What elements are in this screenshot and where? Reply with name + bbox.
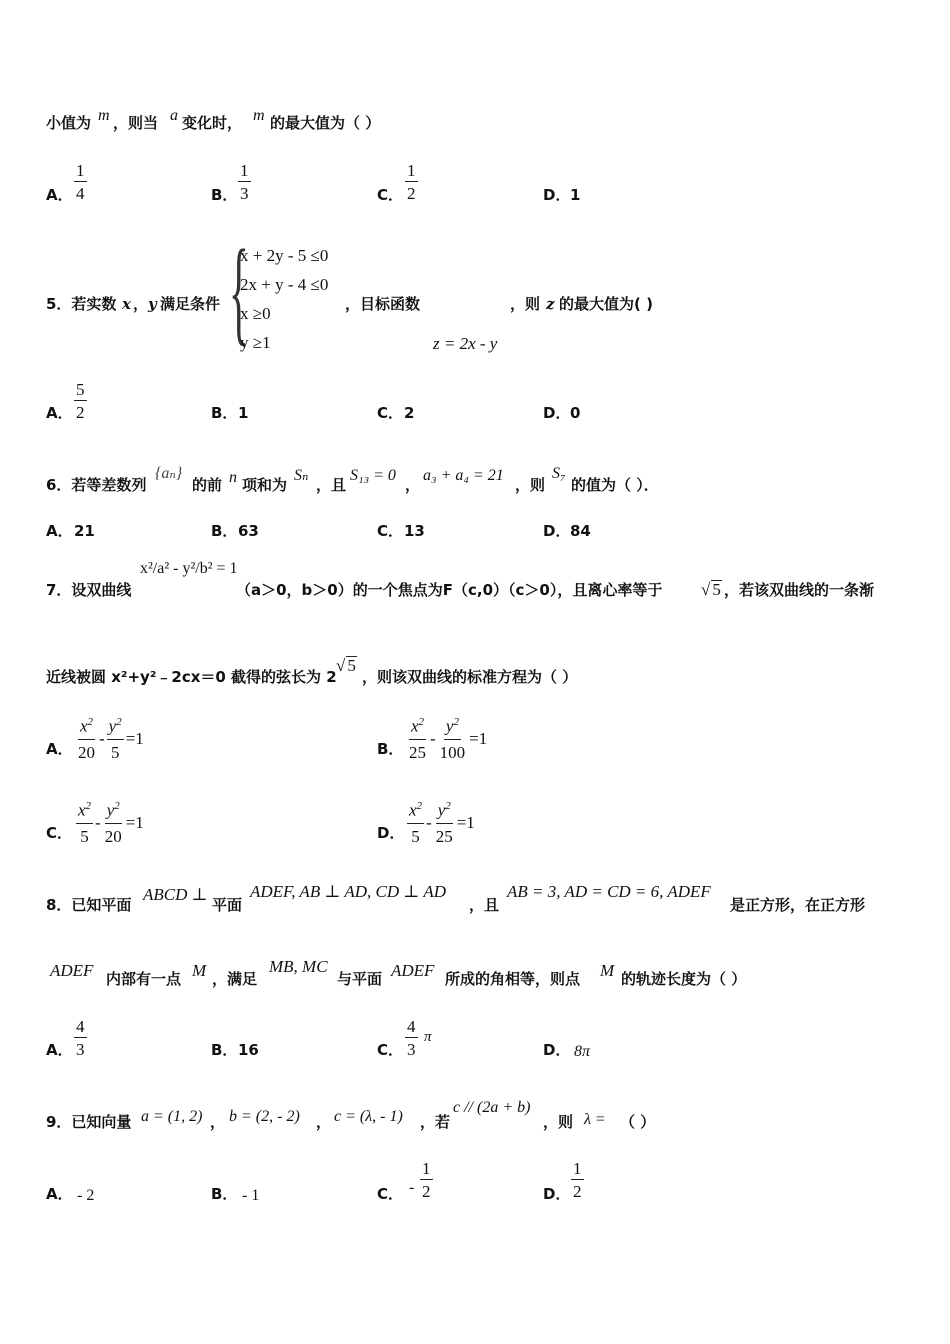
q7-stem-b: ，若该双曲线的一条渐 — [724, 581, 875, 599]
q6-option-a-value: 21 — [74, 522, 95, 540]
q5-constraint-2: 2x + y - 4 ≤0 — [240, 275, 329, 294]
q8-option-a-label[interactable]: A． — [46, 1041, 73, 1059]
q5-constraint-1: x + 2y - 5 ≤0 — [240, 246, 329, 265]
q4-stem-a: 小值为 — [46, 114, 92, 132]
q7-option-d-equation: $x^2$ 5 - $\frac{y^2}{25}$ =1 — [409, 800, 475, 846]
q8-stem-a: 8．已知平面 — [46, 896, 132, 914]
q9-option-d-label[interactable]: D． — [543, 1185, 571, 1203]
q5-option-d-label[interactable]: D． — [543, 404, 571, 422]
q6-cond-s13: S₁₃ = 0 — [350, 467, 396, 484]
q4-stem-c: 变化时， — [182, 114, 243, 132]
q4-option-a-label[interactable]: A． — [46, 186, 73, 204]
q7-line2-sqrt5: √ 5 — [336, 656, 356, 675]
q8-option-b-label[interactable]: B． — [211, 1041, 238, 1059]
q8-point-m2: M — [600, 961, 615, 980]
q5-comma: ， — [133, 295, 149, 313]
q5-constraint-system — [240, 241, 328, 357]
q6-option-c-value: 13 — [404, 522, 425, 540]
q7-option-a-equation: $x^2$ 20 - $\frac{y^2}{5}$ =1 — [78, 716, 144, 762]
q8-stem-f: ，满足 — [212, 970, 258, 988]
q4-stem-d: 的最大值为（ ） — [270, 114, 381, 132]
q6-stem-e: ，则 — [515, 476, 546, 494]
q6-comma: ， — [405, 476, 421, 494]
q9-stem-b: ，若 — [420, 1113, 451, 1131]
q8-plane-abcd: ABCD ⊥ — [143, 885, 208, 904]
q8-stem-c: ，且 — [469, 896, 500, 914]
q4-option-b-label[interactable]: B． — [211, 186, 238, 204]
q9-stem-d: （ ） — [620, 1113, 656, 1131]
q8-option-c-pi: π — [424, 1029, 432, 1045]
q8-lines-mb-mc: MB, MC — [269, 957, 328, 976]
q7-conditions: （a＞0，b＞0）的一个焦点为F（c,0）（c＞0），且离心率等于 — [236, 581, 663, 599]
q9-comma-2: ， — [316, 1113, 332, 1131]
q4-var-m: m — [98, 107, 110, 124]
q9-option-a-label[interactable]: A． — [46, 1185, 73, 1203]
q6-option-c-label[interactable]: C． — [377, 522, 404, 540]
q9-stem-c: ，则 — [543, 1113, 574, 1131]
q4-option-d-value: 1 — [570, 186, 581, 204]
q9-option-c-sign: - — [409, 1179, 415, 1196]
q5-option-b-value: 1 — [238, 404, 249, 422]
q8-stem-i: 的轨迹长度为（ ） — [621, 970, 747, 988]
q4-option-c-label[interactable]: C． — [377, 186, 404, 204]
q5-stem-d: ，则 — [510, 295, 541, 313]
q7-line2-a: 近线被圆 x²+y²﹣2cx＝0 截得的弦长为 2 — [46, 668, 337, 686]
q4-option-d-label[interactable]: D． — [543, 186, 571, 204]
q7-option-a-label[interactable]: A． — [46, 740, 73, 758]
q5-constraint-4: y ≥1 — [240, 333, 271, 352]
q8-option-d-value: 8π — [574, 1043, 591, 1060]
q7-option-c-equation: $x^2$ 5 - $\frac{y^2}{20}$ =1 — [78, 800, 144, 846]
q5-option-a-value: $\frac{5}{2}$ — [76, 380, 85, 422]
q8-stem-h: 所成的角相等，则点 — [445, 970, 581, 988]
q5-stem-c: ，目标函数 — [345, 295, 421, 313]
q5-option-d-value: 0 — [570, 404, 581, 422]
q8-option-c-value: $\frac{4}{3}$ — [407, 1017, 416, 1059]
q9-option-c-label[interactable]: C． — [377, 1185, 404, 1203]
q6-stem-d: ，且 — [316, 476, 347, 494]
q7-option-d-label[interactable]: D． — [377, 824, 405, 842]
q8-point-m: M — [192, 961, 207, 980]
q8-option-a-value: $\frac{4}{3}$ — [76, 1017, 85, 1059]
q7-line2-b: ，则该双曲线的标准方程为（ ） — [362, 668, 578, 686]
q8-stem-b: 平面 — [212, 896, 243, 914]
q6-option-b-label[interactable]: B． — [211, 522, 238, 540]
q4-option-c-value: $\frac{1}{2}$ — [407, 161, 416, 203]
q6-stem-c: 项和为 — [242, 476, 288, 494]
q5-option-b-label[interactable]: B． — [211, 404, 238, 422]
q9-vector-a: a = (1, 2) — [141, 1108, 203, 1125]
q6-stem-f: 的值为（ ）． — [571, 476, 659, 494]
q6-cond-a3a4: a₃ + a₄ = 21 — [423, 467, 504, 484]
q6-option-b-value: 63 — [238, 522, 259, 540]
q5-stem-e: 的最大值为( ) — [559, 295, 653, 313]
q9-stem-a: 9．已知向量 — [46, 1113, 132, 1131]
q6-var-n: n — [229, 469, 237, 486]
q8-option-b-value: 16 — [238, 1041, 259, 1059]
q5-constraint-3: x ≥0 — [240, 304, 271, 323]
q8-cond1: ADEF, AB ⊥ AD, CD ⊥ AD — [250, 882, 446, 901]
q5-stem-a: 5．若实数 — [46, 295, 117, 313]
q6-sum-sn: Sₙ — [294, 467, 309, 484]
q6-sequence: {aₙ} — [155, 465, 183, 482]
q8-square-adef: ADEF — [50, 961, 94, 980]
q5-option-c-value: 2 — [404, 404, 415, 422]
q7-stem-a: 7．设双曲线 — [46, 581, 132, 599]
q8-option-d-label[interactable]: D． — [543, 1041, 571, 1059]
q8-cond2: AB = 3, AD = CD = 6, ADEF — [507, 882, 711, 901]
q6-option-a-label[interactable]: A． — [46, 522, 73, 540]
q7-option-b-equation: $x^2$ 25 - $\frac{y^2}{100}$ =1 — [409, 716, 488, 762]
q8-plane-adef: ADEF — [391, 961, 435, 980]
q8-stem-d: 是正方形，在正方形 — [730, 896, 866, 914]
q4-stem-b: ，则当 — [113, 114, 159, 132]
q8-option-c-label[interactable]: C． — [377, 1041, 404, 1059]
q6-stem-a: 6．若等差数列 — [46, 476, 147, 494]
q5-option-a-label[interactable]: A． — [46, 404, 73, 422]
q7-option-c-label[interactable]: C． — [46, 824, 73, 842]
q7-sqrt5: √ 5 — [701, 580, 721, 599]
q6-stem-b: 的前 — [192, 476, 223, 494]
q8-stem-e: 内部有一点 — [106, 970, 182, 988]
q6-sum-s7: S₇ — [552, 465, 566, 482]
q9-option-b-label[interactable]: B． — [211, 1185, 238, 1203]
q9-parallel-condition: c // (2a + b) — [453, 1099, 531, 1116]
q6-option-d-label[interactable]: D． — [543, 522, 571, 540]
q7-option-b-label[interactable]: B． — [377, 740, 404, 758]
q9-vector-b: b = (2, - 2) — [229, 1108, 300, 1125]
q5-var-y: y — [148, 295, 157, 313]
q4-var-a: a — [170, 107, 178, 124]
q4-option-b-value: $\frac{1}{3}$ — [240, 161, 249, 203]
q4-option-a-value: $\frac{1}{4}$ — [76, 161, 85, 203]
q5-var-z: z — [546, 295, 555, 313]
q5-option-c-label[interactable]: C． — [377, 404, 404, 422]
q5-stem-b: 满足条件 — [160, 295, 221, 313]
q8-stem-g: 与平面 — [337, 970, 383, 988]
q9-option-a-value: - 2 — [77, 1187, 95, 1204]
q9-option-c-value: $\frac{1}{2}$ — [422, 1159, 431, 1201]
q9-option-b-value: - 1 — [242, 1187, 260, 1204]
q9-option-d-value: $\frac{1}{2}$ — [573, 1159, 582, 1201]
q5-objective-function: z = 2x - y — [433, 334, 498, 353]
q5-var-x: x — [122, 295, 131, 313]
q6-option-d-value: 84 — [570, 522, 591, 540]
q4-var-m2: m — [253, 107, 265, 124]
q9-lambda: λ = — [584, 1111, 606, 1128]
q7-hyperbola-equation: x²/a² - y²/b² = 1 — [140, 560, 238, 577]
q9-vector-c: c = (λ, - 1) — [334, 1108, 403, 1125]
q5-system-brace: { — [229, 225, 249, 356]
q9-comma-1: ， — [210, 1113, 226, 1131]
